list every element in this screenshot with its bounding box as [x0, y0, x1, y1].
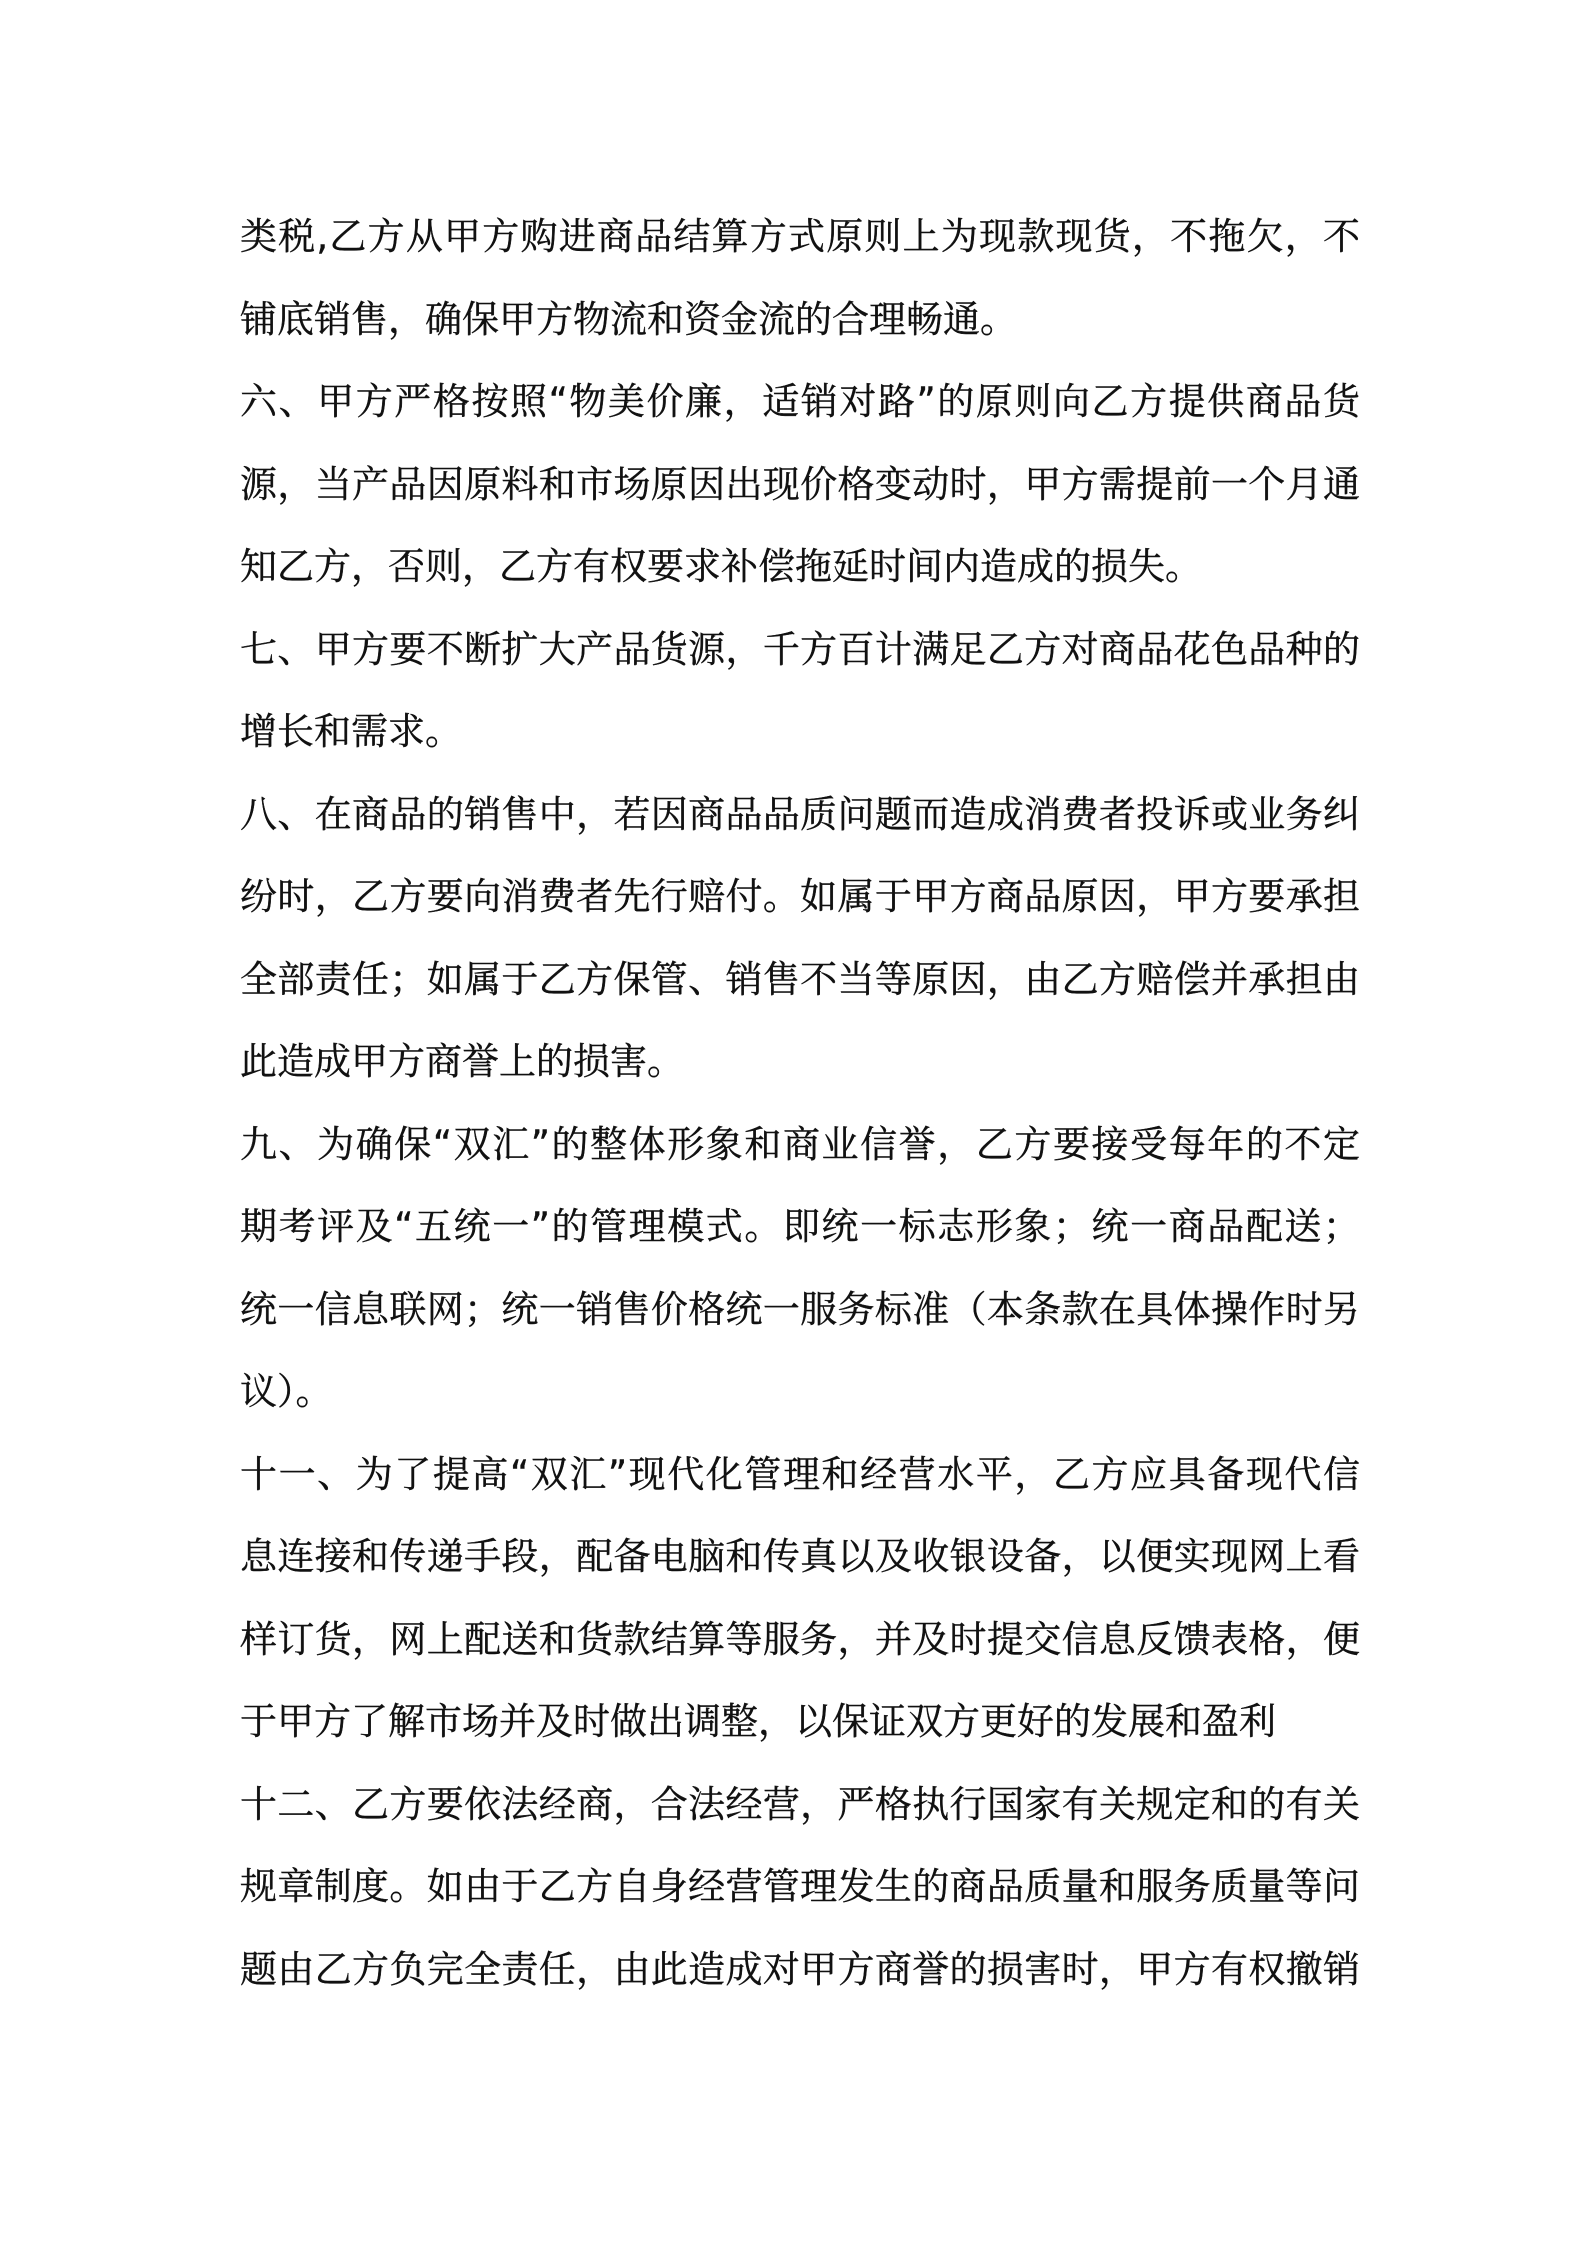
- text-line: 八、在商品的销售中，若因商品品质问题而造成消费者投诉或业务纠: [240, 792, 1360, 836]
- text-line: 题由乙方负完全责任，由此造成对甲方商誉的损害时，甲方有权撤销: [240, 1947, 1360, 1991]
- text-line: 知乙方，否则，乙方有权要求补偿拖延时间内造成的损失。: [240, 545, 1202, 588]
- text-line: 十一、为了提高“双汇”现代化管理和经营水平，乙方应具备现代信: [240, 1452, 1360, 1496]
- paragraph-clause-12: [240, 1764, 1360, 2012]
- text-line: 此造成甲方商誉上的损害。: [240, 1040, 684, 1083]
- paragraph-clause-9: [240, 1104, 1360, 1434]
- text-line: 十二、乙方要依法经商，合法经营，严格执行国家有关规定和的有关: [240, 1782, 1360, 1826]
- text-line: 统一信息联网；统一销售价格统一服务标准（本条款在具体操作时另: [240, 1287, 1360, 1331]
- paragraph-clause-11: [240, 1434, 1360, 1764]
- text-line: 六、甲方严格按照“物美价廉，适销对路”的原则向乙方提供商品货: [240, 380, 1360, 423]
- text-line: 样订货，网上配送和货款结算等服务，并及时提交信息反馈表格，便: [240, 1617, 1360, 1661]
- text-line: 增长和需求。: [240, 710, 462, 753]
- paragraph-clause-8: [240, 774, 1360, 1104]
- paragraph-payment-terms: [240, 196, 1360, 361]
- text-line: 期考评及“五统一”的管理模式。即统一标志形象；统一商品配送；: [240, 1205, 1360, 1248]
- paragraph-clause-6: [240, 361, 1360, 609]
- text-line: 类税,乙方从甲方购进商品结算方式原则上为现款现货，不拖欠，不: [240, 215, 1360, 258]
- text-line: 全部责任；如属于乙方保管、销售不当等原因，由乙方赔偿并承担由: [240, 957, 1360, 1001]
- text-line: 息连接和传递手段，配备电脑和传真以及收银设备，以便实现网上看: [240, 1535, 1360, 1578]
- text-line: 源，当产品因原料和市场原因出现价格变动时，甲方需提前一个月通: [240, 462, 1360, 506]
- text-line: 七、甲方要不断扩大产品货源，千方百计满足乙方对商品花色品种的: [240, 627, 1360, 671]
- paragraph-clause-7: [240, 609, 1360, 774]
- text-line: 于甲方了解市场并及时做出调整，以保证双方更好的发展和盈利: [240, 1700, 1276, 1743]
- text-line: 议）。: [240, 1370, 333, 1413]
- text-line: 纷时，乙方要向消费者先行赔付。如属于甲方商品原因，甲方要承担: [240, 875, 1360, 918]
- text-line: 铺底销售，确保甲方物流和资金流的合理畅通。: [240, 297, 1017, 341]
- text-line: 九、为确保“双汇”的整体形象和商业信誉，乙方要接受每年的不定: [240, 1122, 1360, 1166]
- contract-text: [240, 196, 1360, 2011]
- text-line: 规章制度。如由于乙方自身经营管理发生的商品质量和服务质量等问: [240, 1865, 1360, 1908]
